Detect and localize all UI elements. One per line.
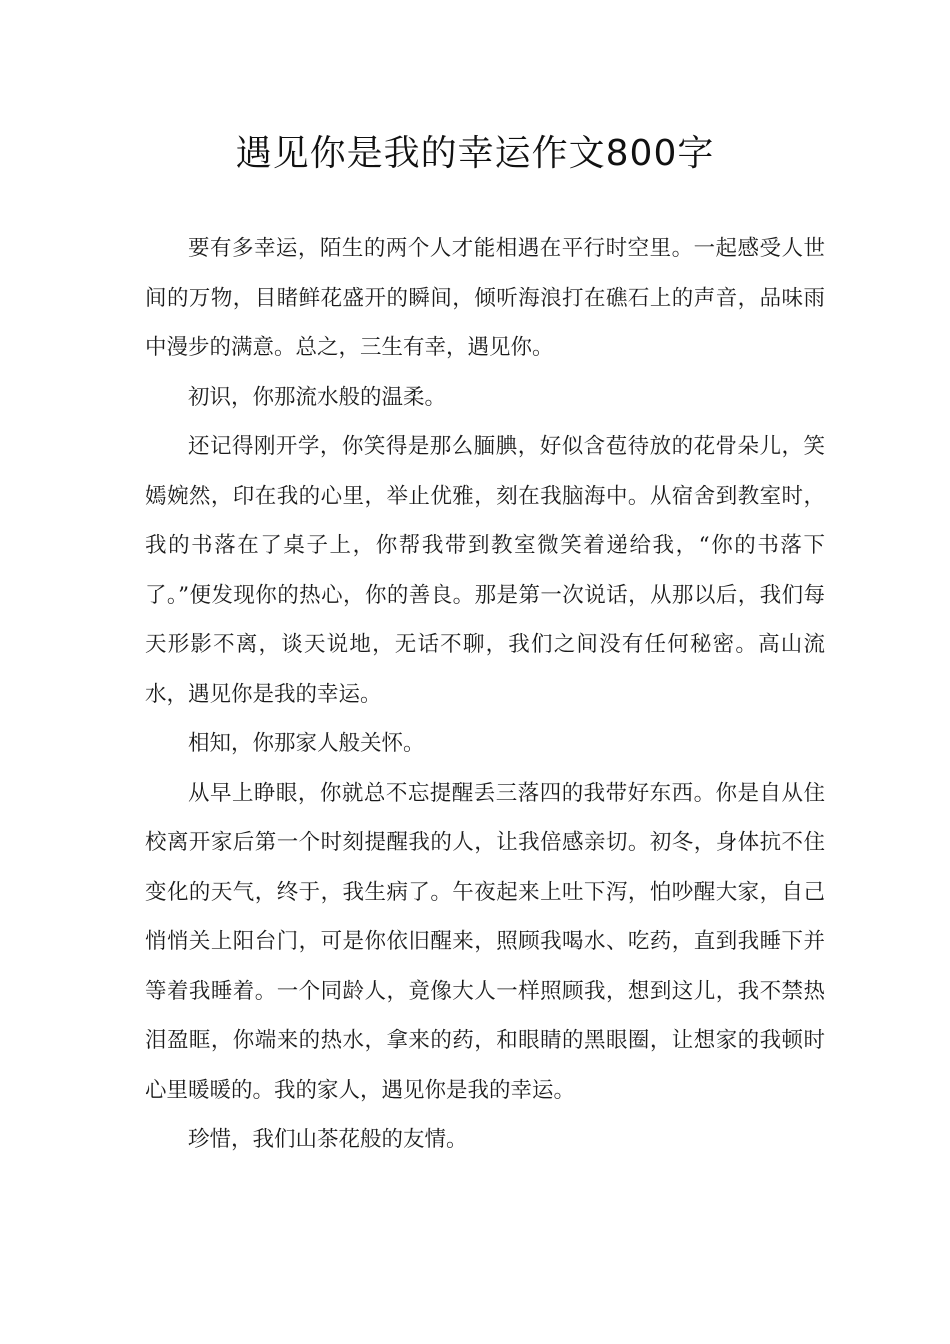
document-title: 遇见你是我的幸运作文800字	[235, 133, 715, 174]
paragraph-heading-first-meeting: 初识，你那流水般的温柔。	[188, 384, 447, 410]
paragraph-first-meeting: 还记得刚开学，你笑得是那么腼腆，好似含苞待放的花骨朵儿，笑嫣婉然，印在我的心里，举止优雅，刻在我脑海中。从宿舍到教室时，我的书落在了桌子上，你帮我带到教室微笑着递给我，“你的书落下了。”便发现你的热心，你的善良。那是第一次说话，从那以后，我们每天形影不离，谈天说地，无话不聊，我们之间没有任何秘密。高山流水，遇见你是我的幸运。	[145, 434, 825, 707]
document-body	[145, 224, 825, 1165]
paragraph-heading-understanding: 相知，你那家人般关怀。	[188, 731, 425, 756]
paragraph-understanding: 从早上睁眼，你就总不忘提醒丢三落四的我带好东西。你是自从住校离开家后第一个时刻提醒我的人，让我倍感亲切。初冬，身体抗不住变化的天气，终于，我生病了。午夜起来上吐下泻，怕吵醒大家，自己悄悄关上阳台门，可是你依旧醒来，照顾我喝水、吃药，直到我睡下并等着我睡着。一个同龄人，竟像大人一样照顾我，想到这儿，我不禁热泪盈眶，你端来的热水，拿来的药，和眼睛的黑眼圈，让想家的我顿时心里暖暖的。我的家人，遇见你是我的幸运。	[145, 780, 825, 1103]
paragraph-heading-cherish: 珍惜，我们山茶花般的友情。	[188, 1127, 468, 1152]
paragraph-intro: 要有多幸运，陌生的两个人才能相遇在平行时空里。一起感受人世间的万物，目睹鲜花盛开的瞬间，倾听海浪打在礁石上的声音，品味雨中漫步的满意。总之，三生有幸，遇见你。	[145, 236, 825, 360]
